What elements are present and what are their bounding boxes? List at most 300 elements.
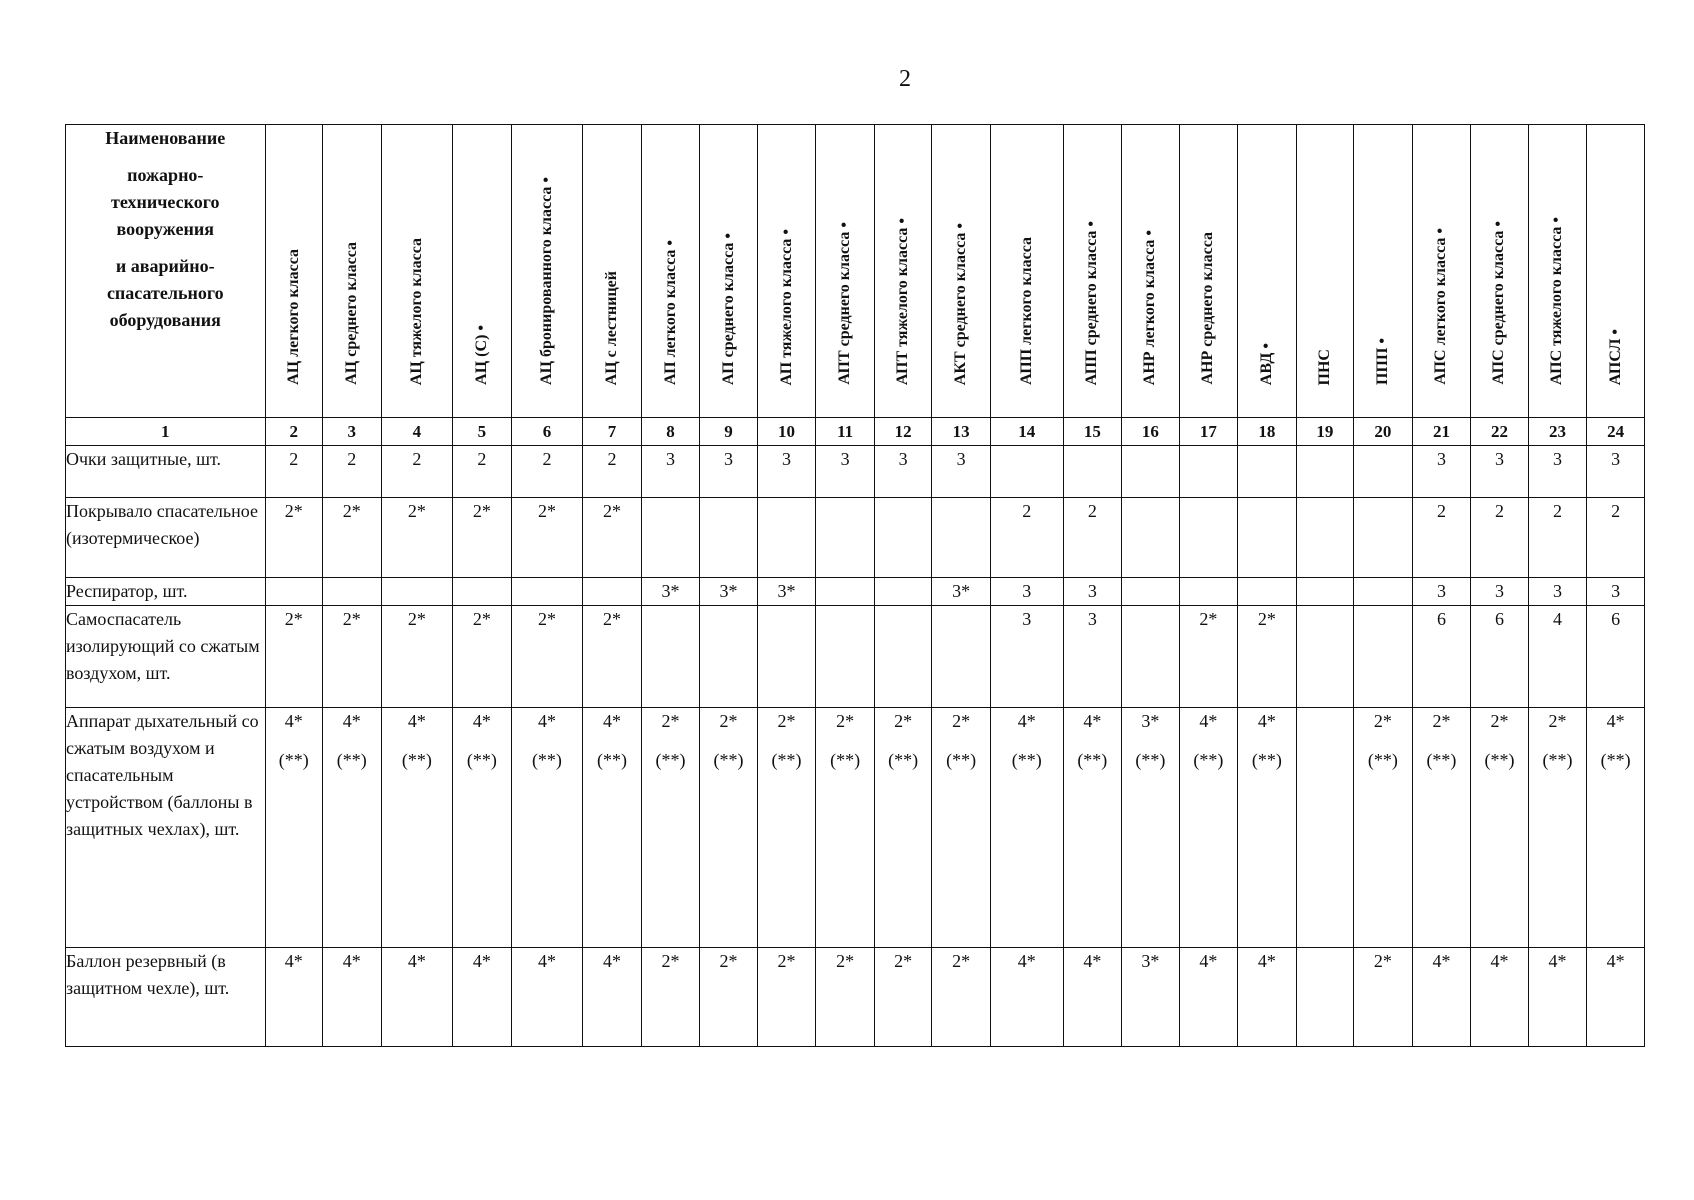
cell-value: 3 (1611, 581, 1621, 601)
cell-value: 2* (537, 609, 556, 629)
column-header-label: АП тяжелого класса • (777, 228, 795, 385)
table-cell (1528, 948, 1587, 1047)
table-cell (1354, 948, 1413, 1047)
cell-value: 3 (1022, 609, 1032, 629)
table-cell (757, 498, 816, 578)
column-header-label: АПП среднего класса • (1083, 220, 1101, 385)
column-header-label: АП легкого класса • (661, 239, 679, 385)
column-number: 12 (874, 418, 931, 446)
column-header (1587, 125, 1645, 418)
table-row (66, 578, 1645, 606)
table-cell (1296, 446, 1353, 498)
column-number: 7 (583, 418, 642, 446)
name-header-line: технического (111, 192, 220, 212)
table-cell (1179, 606, 1238, 708)
table-cell (816, 948, 875, 1047)
cell-value: 2* (602, 609, 621, 629)
cell-value: 6 (1494, 609, 1504, 629)
column-header-label: АЦ бронированного класса • (537, 177, 555, 385)
cell-footnote: (**) (1600, 750, 1631, 770)
table-cell (874, 578, 931, 606)
table-cell (1063, 446, 1122, 498)
table-row (66, 948, 1645, 1047)
table-cell (1471, 606, 1528, 708)
table-cell (1296, 498, 1353, 578)
column-header (1238, 125, 1297, 418)
table-cell (453, 578, 512, 606)
table-cell (1179, 578, 1238, 606)
row-name: Респиратор, шт. (66, 578, 266, 606)
cell-value: 3* (1141, 711, 1160, 731)
column-header (1412, 125, 1471, 418)
table-cell (1122, 948, 1179, 1047)
table-cell (1587, 578, 1645, 606)
column-header (1063, 125, 1122, 418)
table-cell (323, 446, 382, 498)
cell-value: 4* (1548, 951, 1567, 971)
cell-value: 2 (1552, 501, 1562, 521)
cell-value: 2 (607, 449, 617, 469)
cell-value: 2 (1436, 501, 1446, 521)
cell-footnote: (**) (655, 750, 686, 770)
column-header (1354, 125, 1413, 418)
column-header (874, 125, 931, 418)
column-header-label: АЦ тяжелого класса (407, 237, 425, 385)
column-header-label: АЦ (С) • (472, 325, 490, 385)
cell-value: 3* (952, 581, 971, 601)
table-cell (323, 948, 382, 1047)
table-cell (932, 708, 991, 948)
column-header-label: АПТ тяжелого класса • (894, 217, 912, 385)
cell-value: 4* (1083, 711, 1102, 731)
cell-value: 4* (1606, 951, 1625, 971)
table-cell (1354, 708, 1413, 948)
cell-value: 2* (284, 609, 303, 629)
cell-value: 4* (1257, 711, 1276, 731)
cell-footnote: (**) (888, 750, 919, 770)
column-number: 18 (1238, 418, 1297, 446)
table-cell (511, 446, 583, 498)
cell-value: 4* (1606, 711, 1625, 731)
cell-value: 2 (412, 449, 422, 469)
table-cell (1238, 948, 1297, 1047)
cell-footnote: (**) (1251, 750, 1282, 770)
cell-footnote: (**) (830, 750, 861, 770)
table-cell (1354, 498, 1413, 578)
cell-value: 4* (602, 711, 621, 731)
column-number: 23 (1528, 418, 1587, 446)
table-cell (700, 446, 757, 498)
row-name: Самоспасатель изолирующий со сжатым воздухом, шт. (66, 606, 266, 708)
table-cell (511, 948, 583, 1047)
table-cell (1528, 498, 1587, 578)
cell-value: 2 (542, 449, 552, 469)
cell-footnote: (**) (713, 750, 744, 770)
page-number: 2 (899, 66, 911, 92)
table-cell (381, 498, 453, 578)
table-cell (1528, 708, 1587, 948)
column-header (453, 125, 512, 418)
table-cell (990, 578, 1063, 606)
table-cell (265, 498, 322, 578)
cell-value: 2* (777, 711, 796, 731)
cell-footnote: (**) (1193, 750, 1224, 770)
cell-value: 2* (894, 711, 913, 731)
table-cell (990, 606, 1063, 708)
cell-value: 4* (284, 951, 303, 971)
table-cell (323, 606, 382, 708)
cell-value: 4* (1083, 951, 1102, 971)
table-cell (1587, 446, 1645, 498)
name-header-line: и аварийно- (115, 256, 215, 276)
cell-value: 2* (836, 711, 855, 731)
cell-value: 2* (1490, 711, 1509, 731)
table-cell (583, 948, 642, 1047)
row-name: Баллон резервный (в защитном чехле), шт. (66, 948, 266, 1047)
table-cell (1587, 498, 1645, 578)
table-cell (1471, 498, 1528, 578)
table-cell (1412, 578, 1471, 606)
table-cell (641, 578, 700, 606)
table-cell (583, 708, 642, 948)
cell-value: 4* (284, 711, 303, 731)
table-cell (381, 948, 453, 1047)
cell-value: 4* (1017, 951, 1036, 971)
cell-value: 2 (1494, 501, 1504, 521)
table-cell (1412, 708, 1471, 948)
column-header-label: АПС легкого класса • (1432, 228, 1450, 385)
table-cell (700, 578, 757, 606)
cell-value: 2 (1087, 501, 1097, 521)
cell-value: 3 (840, 449, 850, 469)
table-cell (1179, 498, 1238, 578)
table-row (66, 708, 1645, 948)
table-cell (1354, 446, 1413, 498)
table-cell (381, 708, 453, 948)
table-cell (874, 948, 931, 1047)
table-cell (1587, 948, 1645, 1047)
table-cell (1179, 446, 1238, 498)
table-cell (932, 606, 991, 708)
column-header (757, 125, 816, 418)
row-name: Аппарат дыхательный со сжатым воздухом и спасательным устройством (баллоны в защитных чехлах), шт. (66, 708, 266, 948)
table-cell (511, 578, 583, 606)
header-row (66, 125, 1645, 418)
table-cell (323, 578, 382, 606)
table-cell (874, 606, 931, 708)
column-number: 13 (932, 418, 991, 446)
cell-value: 2* (719, 951, 738, 971)
table-cell (990, 446, 1063, 498)
table-cell (453, 498, 512, 578)
table-cell (641, 606, 700, 708)
cell-value: 2* (836, 951, 855, 971)
column-header-label: АВД • (1257, 342, 1275, 385)
table-cell (1412, 446, 1471, 498)
table-cell (265, 708, 322, 948)
cell-value: 3* (719, 581, 738, 601)
cell-value: 3 (1552, 449, 1562, 469)
cell-value: 4* (407, 951, 426, 971)
cell-value: 6 (1611, 609, 1621, 629)
table-cell (323, 708, 382, 948)
column-header-label: АПП легкого класса (1017, 237, 1035, 385)
name-header-line: вооружения (116, 219, 214, 239)
column-number: 6 (511, 418, 583, 446)
equipment-table (65, 124, 1645, 1047)
table-cell (874, 498, 931, 578)
cell-value: 2* (342, 501, 361, 521)
cell-value: 3 (956, 449, 966, 469)
column-number: 11 (816, 418, 875, 446)
table-cell (1471, 446, 1528, 498)
column-number: 20 (1354, 418, 1413, 446)
column-header (816, 125, 875, 418)
cell-footnote: (**) (1484, 750, 1515, 770)
cell-value: 2 (1022, 501, 1032, 521)
cell-value: 2* (1373, 711, 1392, 731)
column-header (1528, 125, 1587, 418)
table-cell (757, 446, 816, 498)
column-header (1179, 125, 1238, 418)
cell-value: 4* (342, 951, 361, 971)
table-cell (381, 578, 453, 606)
table-cell (990, 948, 1063, 1047)
table-cell (1179, 708, 1238, 948)
column-number: 5 (453, 418, 512, 446)
table-cell (453, 948, 512, 1047)
table-cell (932, 578, 991, 606)
table-cell (932, 446, 991, 498)
column-header-label: АПСЛ • (1606, 328, 1624, 385)
column-header (1471, 125, 1528, 418)
table-cell (453, 606, 512, 708)
cell-value: 4* (407, 711, 426, 731)
table-cell (511, 708, 583, 948)
name-header-line: Наименование (105, 128, 226, 148)
table-cell (583, 446, 642, 498)
column-header-label: ПНС (1315, 348, 1333, 385)
cell-value: 3 (666, 449, 676, 469)
cell-value: 4* (1432, 951, 1451, 971)
column-header (265, 125, 322, 418)
cell-footnote: (**) (1542, 750, 1573, 770)
cell-value: 2* (661, 951, 680, 971)
column-number: 19 (1296, 418, 1353, 446)
cell-value: 4* (1257, 951, 1276, 971)
column-number: 3 (323, 418, 382, 446)
column-number: 10 (757, 418, 816, 446)
table-cell (700, 498, 757, 578)
column-header-label: АНР среднего класса (1199, 232, 1217, 385)
table-cell (757, 606, 816, 708)
cell-footnote: (**) (946, 750, 977, 770)
cell-value: 2* (407, 609, 426, 629)
column-header-label: АП среднего класса • (719, 233, 737, 385)
column-header-label: АПТ среднего класса • (836, 222, 854, 385)
table-cell (1238, 708, 1297, 948)
cell-value: 3 (1087, 609, 1097, 629)
cell-value: 3 (1022, 581, 1032, 601)
column-header-label: АПС тяжелого класса • (1548, 217, 1566, 385)
cell-footnote: (**) (466, 750, 497, 770)
column-header (1296, 125, 1353, 418)
cell-footnote: (**) (1367, 750, 1398, 770)
column-header-label: АЦ среднего класса (342, 242, 360, 385)
cell-value: 3 (1611, 449, 1621, 469)
table-cell (323, 498, 382, 578)
table-cell (932, 498, 991, 578)
name-header-line: спасательного (106, 283, 224, 303)
table-cell (1296, 948, 1353, 1047)
cell-footnote: (**) (401, 750, 432, 770)
table-cell (1296, 578, 1353, 606)
cell-footnote: (**) (596, 750, 627, 770)
table-cell (265, 948, 322, 1047)
table-cell (1122, 606, 1179, 708)
table-cell (453, 708, 512, 948)
table-cell (816, 446, 875, 498)
cell-value: 2* (537, 501, 556, 521)
table-cell (932, 948, 991, 1047)
column-header-label: АЦ легкого класса (284, 249, 302, 385)
row-name: Очки защитные, шт. (66, 446, 266, 498)
table-cell (990, 498, 1063, 578)
table-cell (265, 606, 322, 708)
table-body (66, 446, 1645, 1047)
table-cell (757, 708, 816, 948)
cell-value: 4* (1017, 711, 1036, 731)
cell-footnote: (**) (771, 750, 802, 770)
cell-value: 3 (1552, 581, 1562, 601)
table-cell (453, 446, 512, 498)
table-cell (1063, 948, 1122, 1047)
cell-value: 3* (1141, 951, 1160, 971)
table-row (66, 498, 1645, 578)
cell-value: 4* (602, 951, 621, 971)
column-header (583, 125, 642, 418)
cell-footnote: (**) (531, 750, 562, 770)
column-header-label: АЦ с лестницей (602, 270, 620, 385)
table-cell (700, 606, 757, 708)
column-header (990, 125, 1063, 418)
column-header (1122, 125, 1179, 418)
column-header (511, 125, 583, 418)
cell-footnote: (**) (1135, 750, 1166, 770)
cell-value: 2* (284, 501, 303, 521)
table-cell (1412, 606, 1471, 708)
cell-footnote: (**) (278, 750, 309, 770)
table-row (66, 606, 1645, 708)
table-cell (1528, 578, 1587, 606)
table-cell (990, 708, 1063, 948)
table-cell (1471, 708, 1528, 948)
cell-value: 2* (1548, 711, 1567, 731)
name-header-line: пожарно- (127, 165, 204, 185)
table-cell (1296, 606, 1353, 708)
cell-value: 4 (1552, 609, 1562, 629)
table-cell (511, 606, 583, 708)
cell-value: 4* (1199, 711, 1218, 731)
table-cell (641, 708, 700, 948)
cell-value: 4* (1490, 951, 1509, 971)
table-cell (757, 578, 816, 606)
cell-value: 4* (472, 951, 491, 971)
column-number: 21 (1412, 418, 1471, 446)
cell-value: 2* (777, 951, 796, 971)
table-cell (1528, 446, 1587, 498)
cell-value: 3 (898, 449, 908, 469)
cell-value: 2* (1257, 609, 1276, 629)
table-cell (1063, 606, 1122, 708)
column-header (932, 125, 991, 418)
column-header-label: ППП • (1373, 338, 1391, 385)
cell-value: 2* (602, 501, 621, 521)
column-number: 15 (1063, 418, 1122, 446)
table-cell (1238, 578, 1297, 606)
cell-value: 2* (342, 609, 361, 629)
table-cell (1238, 446, 1297, 498)
column-number: 14 (990, 418, 1063, 446)
table-cell (381, 606, 453, 708)
row-name: Покрывало спасательное (изотермическое) (66, 498, 266, 578)
cell-value: 2* (952, 711, 971, 731)
cell-value: 4* (537, 951, 556, 971)
table-cell (1471, 578, 1528, 606)
column-header (700, 125, 757, 418)
table-cell (1122, 708, 1179, 948)
column-number: 24 (1587, 418, 1645, 446)
cell-value: 3* (661, 581, 680, 601)
table-cell (1063, 578, 1122, 606)
column-header (323, 125, 382, 418)
table-cell (816, 708, 875, 948)
cell-value: 2* (952, 951, 971, 971)
table-cell (1354, 606, 1413, 708)
table-cell (641, 948, 700, 1047)
column-header-label: АПС среднего класса • (1490, 221, 1508, 385)
table-cell (511, 498, 583, 578)
table-cell (757, 948, 816, 1047)
table-cell (1179, 948, 1238, 1047)
table-cell (700, 948, 757, 1047)
cell-value: 3* (777, 581, 796, 601)
table-cell (583, 606, 642, 708)
cell-value: 2* (719, 711, 738, 731)
column-header-label: АКТ среднего класса • (952, 222, 970, 385)
cell-value: 6 (1436, 609, 1446, 629)
table-cell (1587, 708, 1645, 948)
column-number: 9 (700, 418, 757, 446)
cell-value: 2 (477, 449, 487, 469)
column-header (381, 125, 453, 418)
cell-value: 3 (1494, 581, 1504, 601)
table-cell (583, 498, 642, 578)
cell-value: 2* (472, 501, 491, 521)
cell-value: 2* (1373, 951, 1392, 971)
table-cell (816, 498, 875, 578)
table-cell (816, 578, 875, 606)
cell-footnote: (**) (336, 750, 367, 770)
cell-value: 2* (661, 711, 680, 731)
table-cell (816, 606, 875, 708)
cell-value: 3 (724, 449, 734, 469)
cell-value: 2* (407, 501, 426, 521)
column-header-label: АНР легкого класса • (1141, 229, 1159, 385)
column-header (641, 125, 700, 418)
table-cell (1296, 708, 1353, 948)
cell-value: 4* (472, 711, 491, 731)
